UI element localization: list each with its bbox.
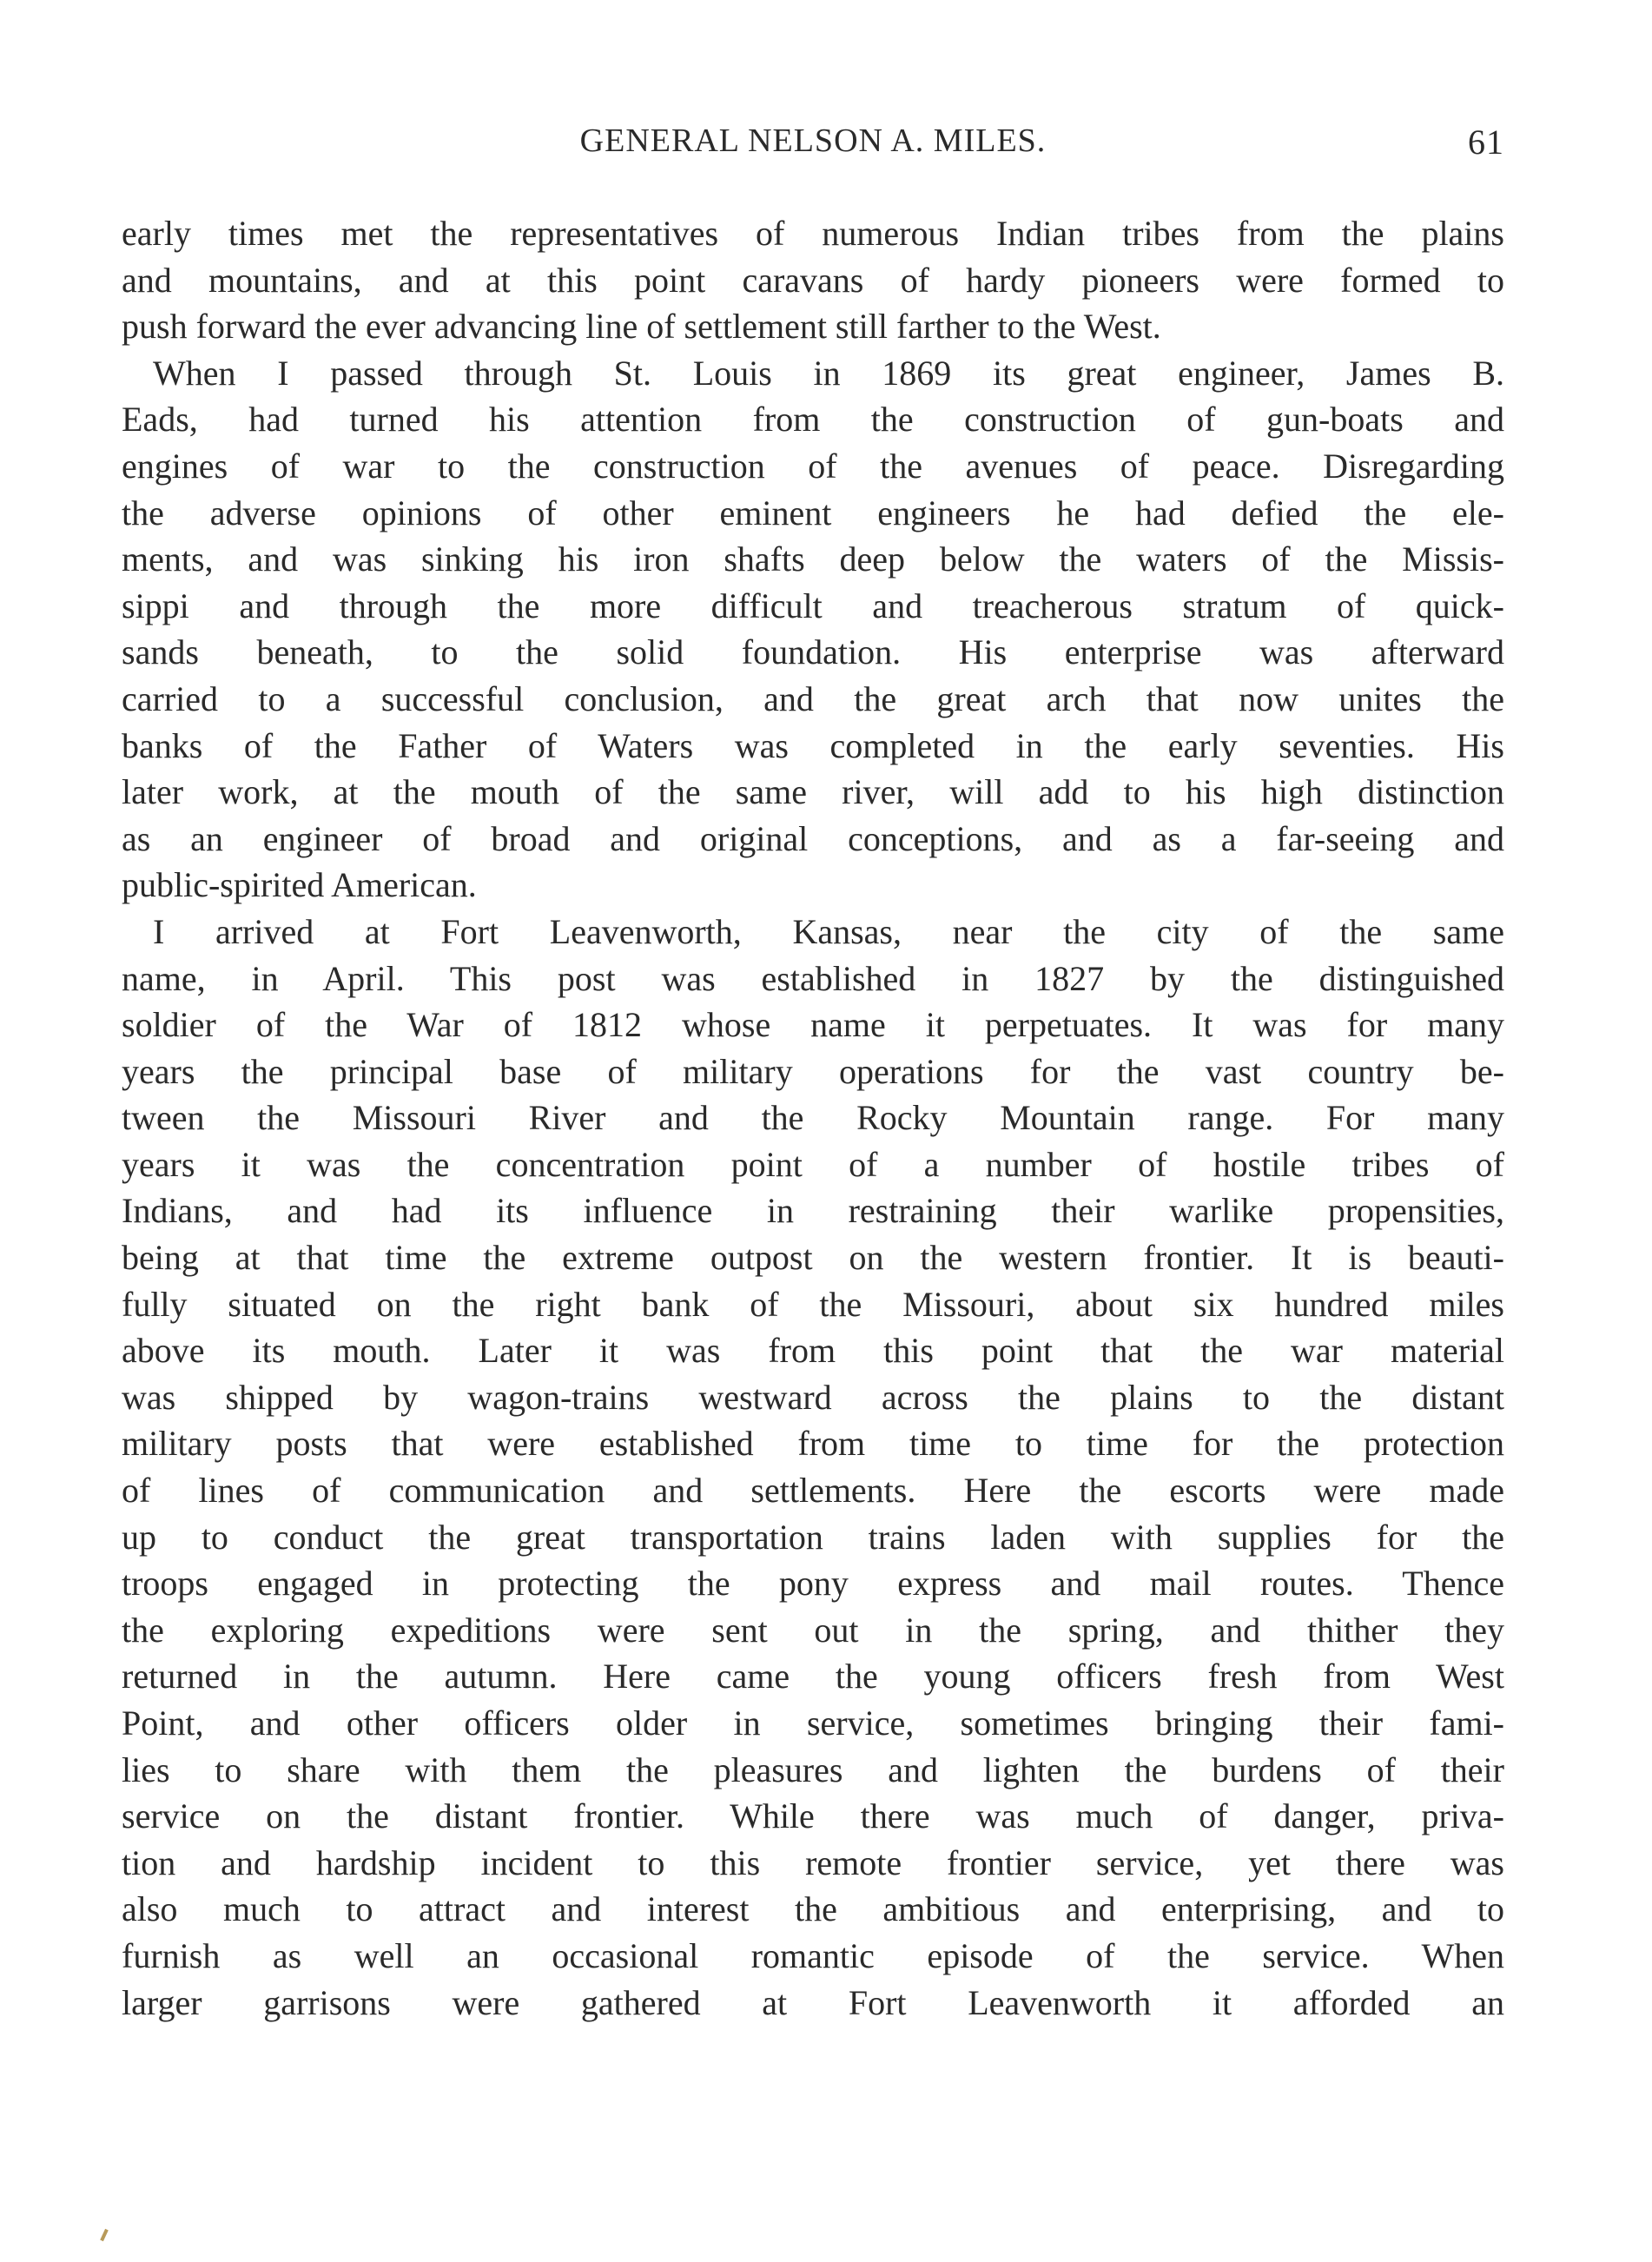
text-line: Point, and other officers older in service, sometimes bringing their fami- (122, 1703, 1504, 1743)
text-line: ments, and was sinking his iron shafts deep below the waters of the Missis- (122, 539, 1504, 579)
text-line: also much to attract and interest the ambitious and enterprising, and to (122, 1889, 1504, 1929)
text-line: Indians, and had its influence in restraining their warlike propensities, (122, 1191, 1504, 1231)
text-line: and mountains, and at this point caravans of hardy pioneers were formed to (122, 260, 1504, 300)
text-line: up to conduct the great transportation trains laden with supplies for the (122, 1517, 1504, 1557)
text-line: carried to a successful conclusion, and the great arch that now unites the (122, 678, 1504, 718)
text-line: was shipped by wagon-trains westward across the plains to the distant (122, 1377, 1504, 1417)
ink-speck (100, 2229, 109, 2241)
page-number: 61 (1468, 122, 1504, 162)
text-line: troops engaged in protecting the pony express and mail routes. Thence (122, 1564, 1504, 1604)
text-line: banks of the Father of Waters was completed in the early seventies. His (122, 725, 1504, 765)
text-line: lies to share with them the pleasures and lighten the burdens of their (122, 1749, 1504, 1789)
text-line: years the principal base of military operations for the vast country be- (122, 1051, 1504, 1091)
text-line: push forward the ever advancing line of settlement still farther to the West. (122, 307, 1161, 347)
body-text (122, 210, 1504, 2026)
text-line: sippi and through the more difficult and treacherous stratum of quick- (122, 585, 1504, 625)
text-line: When I passed through St. Louis in 1869 its great engineer, James B. (153, 353, 1504, 393)
text-line: military posts that were established from time to time for the protection (122, 1424, 1504, 1464)
text-line: returned in the autumn. Here came the young officers fresh from West (122, 1657, 1504, 1696)
text-line: service on the distant frontier. While there was much of danger, priva- (122, 1796, 1504, 1836)
text-line: tween the Missouri River and the Rocky Mountain range. For many (122, 1098, 1504, 1138)
text-line: of lines of communication and settlements. Here the escorts were made (122, 1471, 1504, 1511)
text-line: later work, at the mouth of the same river, will add to his high distinction (122, 772, 1504, 812)
text-line: above its mouth. Later it was from this point that the war material (122, 1331, 1504, 1371)
text-line: engines of war to the construction of the avenues of peace. Disregarding (122, 446, 1504, 486)
text-line: tion and hardship incident to this remote frontier service, yet there was (122, 1842, 1504, 1882)
text-line: being at that time the extreme outpost on the western frontier. It is beauti- (122, 1238, 1504, 1278)
text-line: larger garrisons were gathered at Fort Leavenworth it afforded an (122, 1982, 1504, 2022)
text-line: as an engineer of broad and original conceptions, and as a far-seeing and (122, 818, 1504, 858)
text-line: I arrived at Fort Leavenworth, Kansas, near the city of the same (153, 911, 1504, 951)
text-line: fully situated on the right bank of the Missouri, about six hundred miles (122, 1284, 1504, 1324)
text-line: years it was the concentration point of a number of hostile tribes of (122, 1144, 1504, 1184)
text-line: the adverse opinions of other eminent engineers he had defied the ele- (122, 493, 1504, 532)
text-line: name, in April. This post was established in 1827 by the distinguished (122, 958, 1504, 998)
running-title: GENERAL NELSON A. MILES. (579, 122, 1047, 159)
text-line: furnish as well an occasional romantic episode of the service. When (122, 1935, 1504, 1975)
text-line: early times met the representatives of numerous Indian tribes from the plains (122, 214, 1504, 253)
text-line: public-spirited American. (122, 865, 477, 905)
text-line: sands beneath, to the solid foundation. His enterprise was afterward (122, 632, 1504, 672)
text-line: Eads, had turned his attention from the construction of gun-boats and (122, 400, 1504, 440)
running-header (122, 122, 1504, 174)
text-line: the exploring expeditions were sent out in the spring, and thither they (122, 1610, 1504, 1650)
text-line: soldier of the War of 1812 whose name it perpetuates. It was for many (122, 1005, 1504, 1045)
